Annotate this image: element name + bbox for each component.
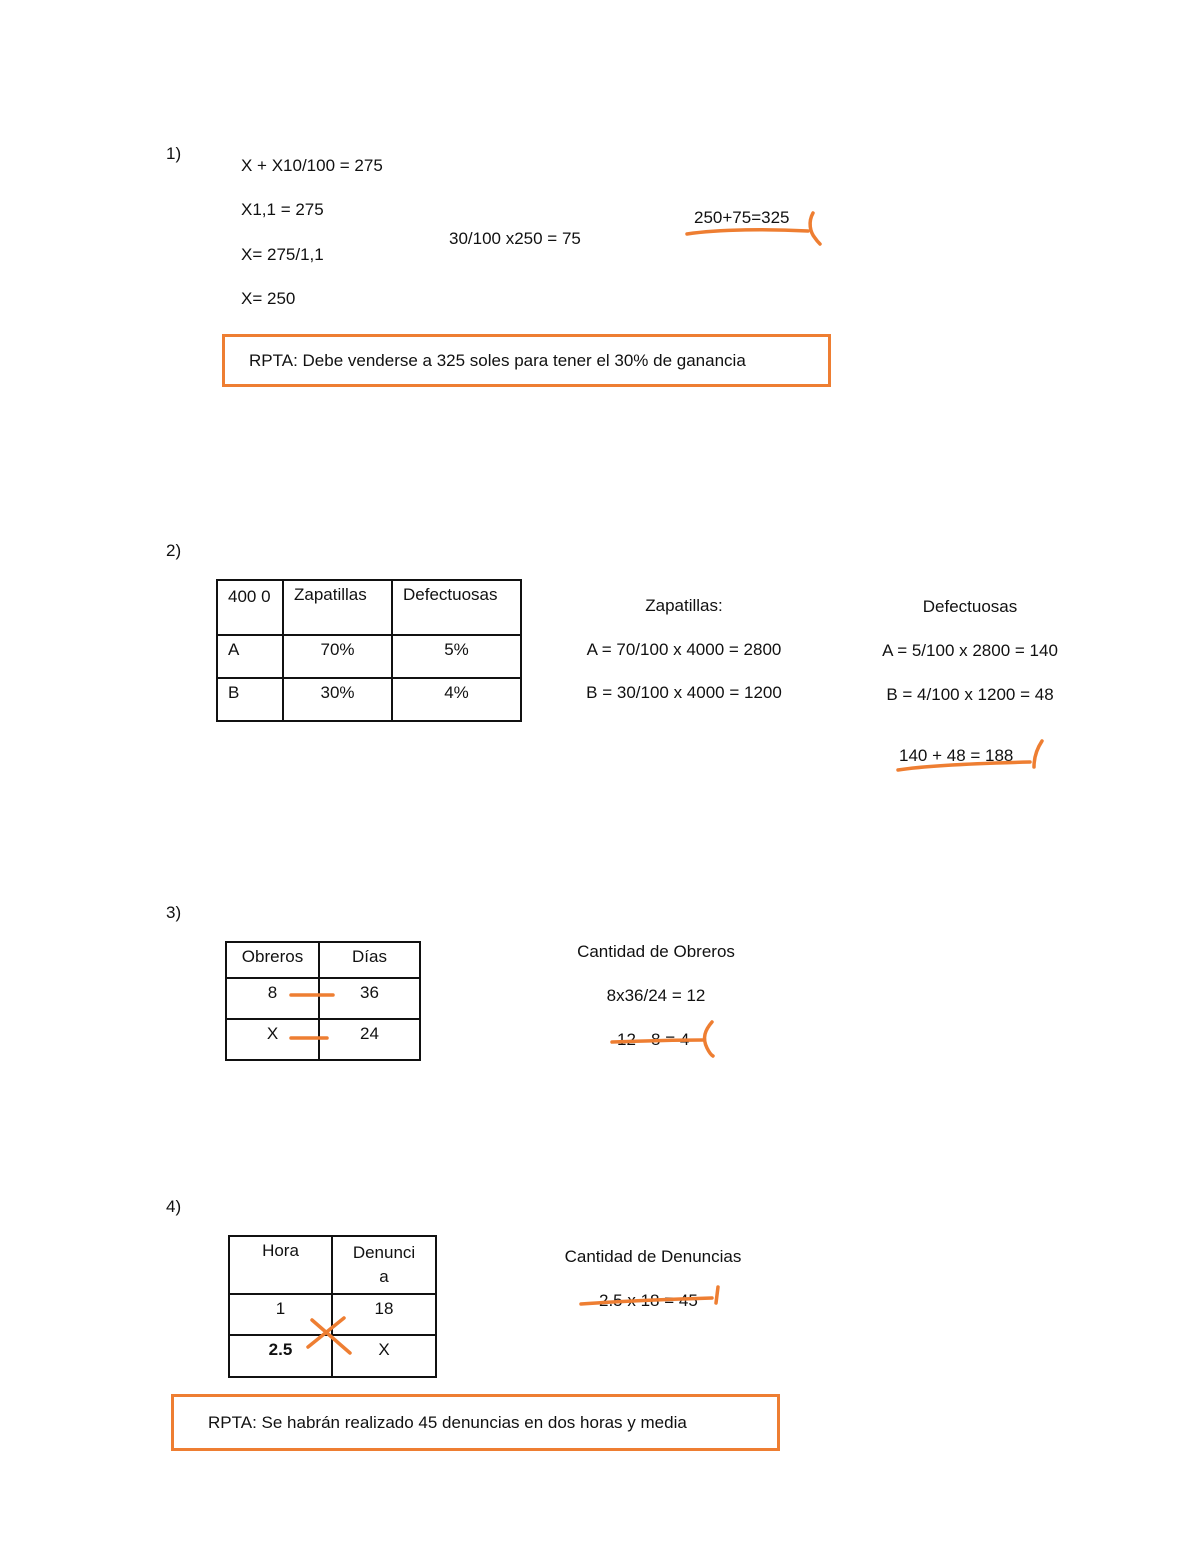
p4-calc: 2.5 x 18 = 45	[599, 1291, 698, 1310]
p4-answer-box	[171, 1394, 780, 1451]
p3-cell: 24	[319, 1019, 420, 1060]
table-row	[226, 978, 420, 1019]
p4-cell: X	[332, 1335, 436, 1377]
table-row	[229, 1236, 436, 1294]
problem-1-number: 1)	[166, 144, 182, 163]
p2-cell: A	[217, 635, 283, 678]
p3-header-cell: Obreros	[226, 942, 319, 978]
p4-cell: 1	[229, 1294, 332, 1335]
table-row	[229, 1335, 436, 1377]
p2-cell: 70%	[283, 635, 392, 678]
p2-defectuosas-title: Defectuosas	[922, 597, 1018, 616]
table-row	[229, 1294, 436, 1335]
p2-defectuosas-total: 140 + 48 = 188	[899, 746, 1014, 765]
table-row	[217, 678, 521, 721]
p1-line-4: X= 250	[241, 289, 296, 308]
p4-header-cell: Denunci a	[332, 1236, 436, 1294]
table-row	[226, 1019, 420, 1060]
p2-cell: B	[217, 678, 283, 721]
p2-header-cell: Zapatillas	[283, 580, 392, 635]
problem-2-number: 2)	[166, 541, 182, 560]
p3-table	[225, 941, 421, 1061]
table-row	[217, 580, 521, 635]
p4-cell: 18	[332, 1294, 436, 1335]
p1-percent-calc: 30/100 x250 = 75	[449, 229, 581, 248]
p4-title: Cantidad de Denuncias	[564, 1247, 742, 1266]
p4-cell: 2.5	[229, 1335, 332, 1377]
p3-header-cell: Días	[319, 942, 420, 978]
p2-header-cell: Defectuosas	[392, 580, 521, 635]
p2-zapatillas-b: B = 30/100 x 4000 = 1200	[586, 683, 782, 702]
p3-cell: X	[226, 1019, 319, 1060]
p1-answer-box	[222, 334, 831, 387]
p2-zapatillas-title: Zapatillas:	[645, 596, 723, 615]
p3-calc: 8x36/24 = 12	[606, 986, 706, 1005]
p1-answer-text: RPTA: Debe venderse a 325 soles para tener el 30% de ganancia	[249, 350, 746, 370]
p3-title: Cantidad de Obreros	[577, 942, 735, 961]
table-row	[217, 635, 521, 678]
p3-cell: 36	[319, 978, 420, 1019]
p2-table	[216, 579, 522, 722]
p2-defectuosas-b: B = 4/100 x 1200 = 48	[886, 685, 1054, 704]
p1-line-3: X= 275/1,1	[241, 245, 324, 264]
table-row	[226, 942, 420, 978]
p4-header-cell: Hora	[229, 1236, 332, 1294]
p3-result: 12 - 8 = 4	[617, 1030, 690, 1049]
p2-defectuosas-a: A = 5/100 x 2800 = 140	[882, 641, 1058, 660]
p2-header-cell: 400 0	[217, 580, 283, 635]
p3-cell: 8	[226, 978, 319, 1019]
p2-cell: 30%	[283, 678, 392, 721]
p1-line-2: X1,1 = 275	[241, 200, 324, 219]
p1-sum-result: 250+75=325	[694, 208, 790, 227]
problem-3-number: 3)	[166, 903, 182, 922]
p4-table	[228, 1235, 437, 1378]
problem-4-number: 4)	[166, 1197, 182, 1216]
p1-line-1: X + X10/100 = 275	[241, 156, 383, 175]
p2-cell: 4%	[392, 678, 521, 721]
p4-answer-text: RPTA: Se habrán realizado 45 denuncias en dos horas y media	[208, 1412, 687, 1432]
p2-cell: 5%	[392, 635, 521, 678]
p2-zapatillas-a: A = 70/100 x 4000 = 2800	[586, 640, 782, 659]
